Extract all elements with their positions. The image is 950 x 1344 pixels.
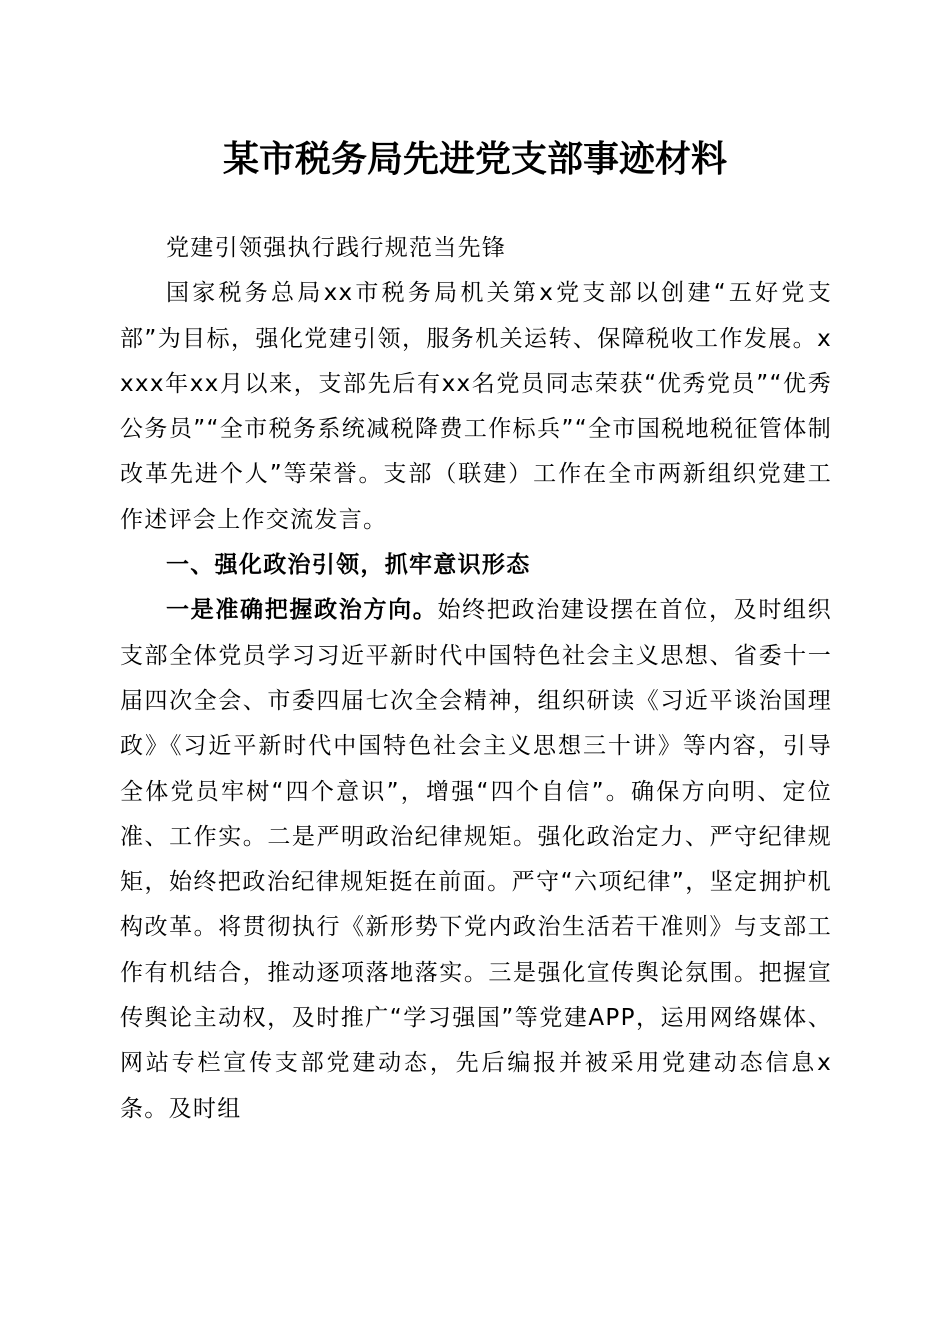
document-title: 某市税务局先进党支部事迹材料: [222, 138, 727, 180]
section-heading: 一、强化政治引领，抓牢意识形态: [166, 552, 531, 579]
intro-paragraph: 国家税务总局xx市税务局机关第x党支部以创建“五好党支部”为目标，强化党建引领，服务机关运转、保障税收工作发展。xxxx年xx月以来，支部先后有xx名党员同志荣获“优秀党员”“优秀公务员”“全市税务系统减税降费工作标兵”“全市国税地税征管体制改革先进个人”等荣誉。支部（联建）工作在全市两新组织党建工作述评会上作交流发言。: [120, 280, 832, 533]
subtitle-paragraph: 党建引领强执行践行规范当先锋: [166, 235, 507, 261]
section-lead: 一是准确把握政治方向。: [166, 597, 438, 624]
section-body: 始终把政治建设摆在首位，及时组织支部全体党员学习习近平新时代中国特色社会主义思想、省委十一届四次全会、市委四届七次全会精神，组织研读《习近平谈治国理政》《习近平新时代中国特色社会主义思想三十讲》等内容，引导全体党员牢树“四个意识”，增强“四个自信”。确保方向明、定位准、工作实。二是严明政治纪律规矩。强化政治定力、严守纪律规矩，始终把政治纪律规矩挺在前面。严守“六项纪律”，坚定拥护机构改革。将贯彻执行《新形势下党内政治生活若干准则》与支部工作有机结合，推动逐项落地落实。三是强化宣传舆论氛围。把握宣传舆论主动权，及时推广“学习强国”等党建APP，运用网络媒体、网站专栏宣传支部党建动态，先后编报并被采用党建动态信息x条。及时组: [120, 597, 832, 1122]
document-body: [120, 226, 832, 1132]
section-paragraph: [120, 588, 832, 1132]
